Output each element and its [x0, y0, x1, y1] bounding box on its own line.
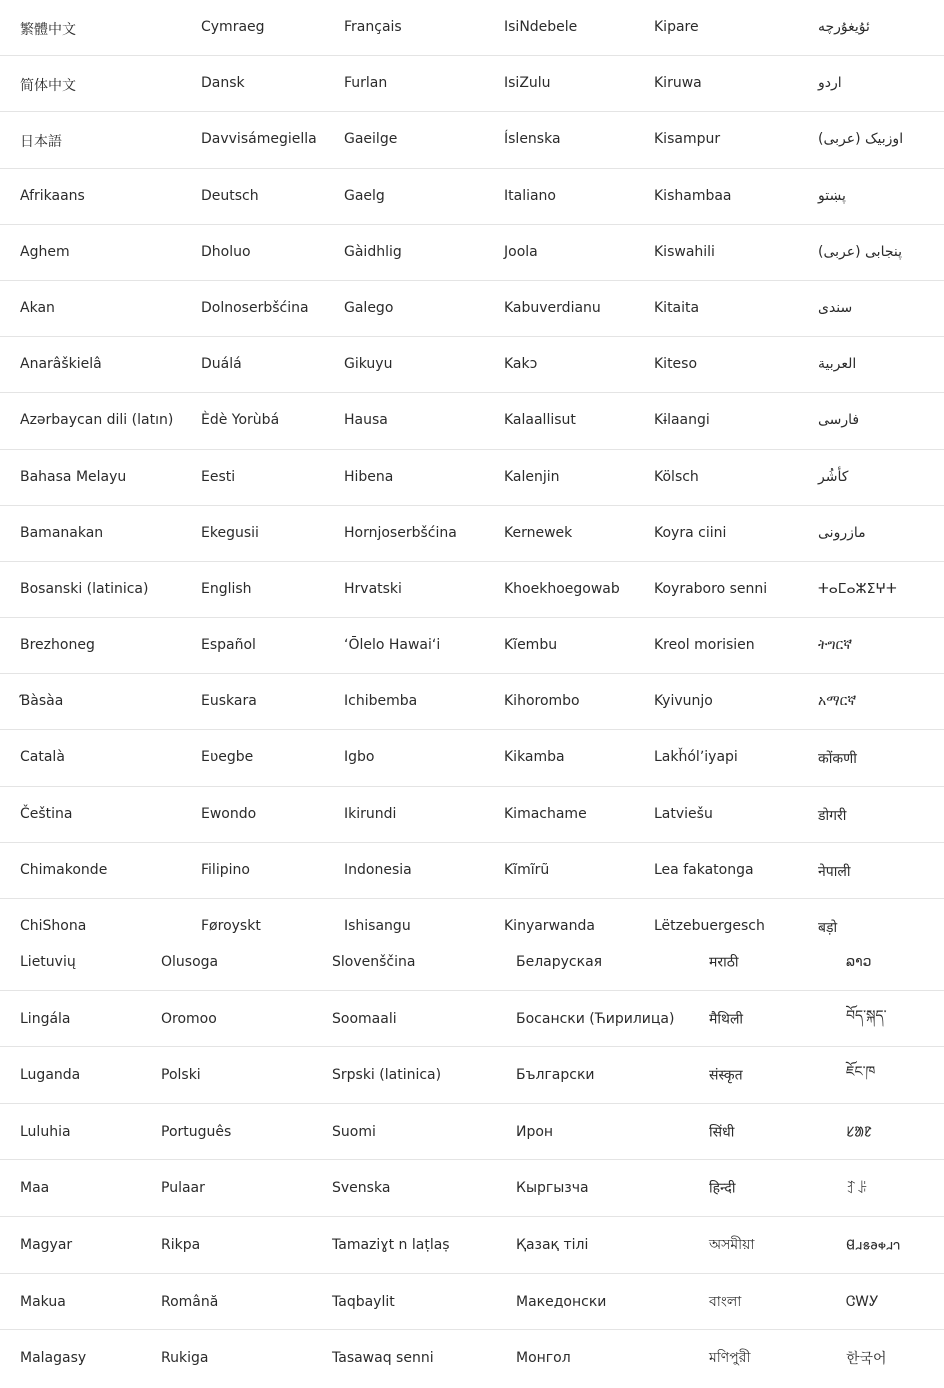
language-option[interactable]: Indonesia: [344, 861, 412, 878]
language-option[interactable]: Kimachame: [504, 805, 587, 822]
table-row: [0, 787, 944, 843]
language-option[interactable]: Hausa: [344, 412, 388, 429]
language-option[interactable]: Soomaali: [332, 1010, 397, 1027]
language-option[interactable]: Slovenščina: [332, 954, 416, 970]
language-option[interactable]: Srpski (latinica): [332, 1067, 442, 1084]
language-option[interactable]: 日本語: [20, 134, 62, 151]
language-option[interactable]: Filipino: [201, 861, 250, 878]
language-option[interactable]: Kalaallisut: [504, 412, 576, 429]
language-option[interactable]: Oromoo: [161, 1010, 217, 1027]
language-option[interactable]: Kernewek: [504, 524, 573, 541]
language-option[interactable]: ትግርኛ: [818, 637, 853, 654]
language-option[interactable]: Kihorombo: [504, 693, 580, 710]
language-option[interactable]: Kiruwa: [654, 75, 702, 92]
language-option[interactable]: اوزبیک (عربی): [818, 131, 904, 148]
language-option[interactable]: Svenska: [332, 1180, 391, 1197]
language-option[interactable]: Kölsch: [654, 468, 699, 485]
language-option[interactable]: Èdè Yorùbá: [201, 412, 280, 429]
language-option[interactable]: कोंकणी: [818, 751, 857, 768]
language-option[interactable]: Dansk: [201, 75, 245, 92]
language-option[interactable]: Azərbaycan dili (latın): [20, 412, 174, 429]
language-option[interactable]: Taqbaylit: [332, 1293, 395, 1310]
table-row: [0, 393, 944, 449]
language-option[interactable]: Кыргызча: [516, 1180, 589, 1197]
language-option[interactable]: Joola: [504, 243, 538, 260]
language-option[interactable]: Davvisámegiella: [201, 131, 317, 148]
table-row: [0, 169, 944, 225]
table-row: [0, 934, 944, 991]
language-option[interactable]: Bosanski (latinica): [20, 580, 149, 597]
language-option[interactable]: پنجابی (عربی): [818, 243, 903, 260]
language-option[interactable]: Ирон: [516, 1123, 554, 1140]
language-option[interactable]: Tamaziɣt n laṭlaṣ: [332, 1236, 450, 1253]
language-option[interactable]: Luluhia: [20, 1123, 71, 1140]
language-option[interactable]: Koyraboro senni: [654, 580, 768, 597]
language-option[interactable]: Chimakonde: [20, 861, 108, 878]
language-option[interactable]: 𐐔𐐯𐑅𐐨𐑉𐐯𐐻: [846, 1237, 901, 1254]
language-option[interactable]: Hibena: [344, 468, 394, 485]
language-option[interactable]: Rikpa: [161, 1236, 201, 1253]
language-option[interactable]: Duálá: [201, 356, 242, 373]
language-option[interactable]: English: [201, 580, 252, 597]
table-row: [0, 337, 944, 393]
language-option[interactable]: Беларуская: [516, 954, 603, 970]
language-option[interactable]: Kalenjin: [504, 468, 560, 485]
table-row: [0, 281, 944, 337]
language-option[interactable]: 한국어: [846, 1351, 887, 1368]
table-row: [0, 1160, 944, 1217]
language-option[interactable]: Khoekhoegowab: [504, 580, 620, 597]
language-option[interactable]: Igbo: [344, 749, 375, 766]
language-option[interactable]: Euskara: [201, 693, 257, 710]
language-option[interactable]: Makua: [20, 1293, 66, 1310]
language-option[interactable]: Eʋegbe: [201, 749, 254, 766]
language-option[interactable]: ʻŌlelo Hawaiʻi: [344, 637, 441, 654]
language-option[interactable]: Gaelg: [344, 187, 385, 204]
language-option[interactable]: پښتو: [818, 187, 846, 204]
language-option[interactable]: Aghem: [20, 243, 70, 260]
language-option[interactable]: Cymraeg: [201, 19, 265, 35]
language-option[interactable]: Gaeilge: [344, 131, 398, 148]
table-row: [0, 450, 944, 506]
table-row: [0, 112, 944, 168]
table-row: [0, 562, 944, 618]
language-option[interactable]: Hrvatski: [344, 580, 402, 597]
language-option[interactable]: Македонски: [516, 1293, 607, 1310]
language-option[interactable]: Kitaita: [654, 299, 700, 316]
language-option[interactable]: Koyra ciini: [654, 524, 727, 541]
table-row: [0, 991, 944, 1048]
language-option[interactable]: संस्कृत: [709, 1067, 743, 1084]
language-option[interactable]: Français: [344, 19, 402, 35]
language-option[interactable]: IsiNdebele: [504, 19, 578, 35]
language-option[interactable]: Eesti: [201, 468, 236, 485]
language-option[interactable]: Afrikaans: [20, 187, 85, 204]
language-option[interactable]: Lakȟólʼiyapi: [654, 749, 738, 766]
language-option[interactable]: ChiShona: [20, 918, 87, 934]
language-option[interactable]: ລາວ: [846, 954, 872, 970]
language-option[interactable]: Български: [516, 1067, 595, 1084]
language-option[interactable]: Suomi: [332, 1123, 376, 1140]
language-option[interactable]: Kinyarwanda: [504, 918, 595, 934]
language-option[interactable]: Kɨlaangi: [654, 412, 710, 429]
table-row: [0, 843, 944, 899]
language-option[interactable]: Lingála: [20, 1010, 71, 1027]
language-option[interactable]: ⵜⴰⵎⴰⵣⵉⵖⵜ: [818, 580, 897, 597]
language-option[interactable]: Gikuyu: [344, 356, 393, 373]
language-option[interactable]: Íslenska: [504, 131, 561, 148]
language-option[interactable]: মণিপুরী: [709, 1350, 751, 1367]
table-row: [0, 0, 944, 56]
language-option[interactable]: مازرونی: [818, 524, 866, 541]
table-row: [0, 1274, 944, 1331]
language-option[interactable]: Босански (Ћирилица): [516, 1010, 675, 1027]
language-option[interactable]: سندی: [818, 299, 853, 316]
language-option[interactable]: Ikirundi: [344, 805, 397, 822]
language-option[interactable]: བོད་སྐད་: [846, 1007, 887, 1024]
language-option[interactable]: बड़ो: [818, 920, 838, 936]
language-option[interactable]: اردو: [818, 75, 842, 92]
language-option[interactable]: Ichibemba: [344, 693, 418, 710]
language-option[interactable]: हिन्दी: [709, 1180, 736, 1197]
language-option[interactable]: Қазақ тілі: [516, 1236, 589, 1253]
language-option[interactable]: Bamanakan: [20, 524, 104, 541]
language-option[interactable]: Olusoga: [161, 954, 219, 970]
language-option[interactable]: العربية: [818, 356, 857, 373]
language-option[interactable]: Kiteso: [654, 356, 698, 373]
language-option[interactable]: Kiswahili: [654, 243, 715, 260]
language-option[interactable]: Akan: [20, 299, 55, 316]
language-option[interactable]: Rukiga: [161, 1350, 209, 1367]
language-option[interactable]: Ekegusii: [201, 524, 259, 541]
language-option[interactable]: አማርኛ: [818, 693, 857, 710]
language-option[interactable]: Magyar: [20, 1236, 73, 1253]
language-option[interactable]: Dholuo: [201, 243, 251, 260]
language-option[interactable]: Italiano: [504, 187, 556, 204]
language-option[interactable]: नेपाली: [818, 863, 851, 880]
language-option[interactable]: کأشُر: [818, 468, 849, 485]
language-option[interactable]: Polski: [161, 1067, 201, 1084]
language-option[interactable]: Bahasa Melayu: [20, 468, 127, 485]
language-option[interactable]: 繁體中文: [20, 22, 76, 38]
language-option[interactable]: Furlan: [344, 75, 388, 92]
language-option[interactable]: Kikamba: [504, 749, 565, 766]
language-option[interactable]: Ishisangu: [344, 918, 411, 934]
language-option[interactable]: Brezhoneg: [20, 637, 95, 654]
language-option[interactable]: Deutsch: [201, 187, 259, 204]
language-option[interactable]: सिंधी: [709, 1124, 735, 1141]
language-option[interactable]: Galego: [344, 299, 394, 316]
language-option[interactable]: Latviešu: [654, 805, 713, 822]
language-option[interactable]: Pulaar: [161, 1180, 205, 1197]
language-option[interactable]: Ewondo: [201, 805, 257, 822]
table-row: [0, 1330, 944, 1388]
language-option[interactable]: ꆈꌠ: [846, 1181, 868, 1198]
language-option[interactable]: Čeština: [20, 805, 73, 822]
language-option[interactable]: Ɓàsàa: [20, 693, 64, 710]
language-option[interactable]: Malagasy: [20, 1350, 87, 1367]
language-option[interactable]: Hornjoserbšćina: [344, 524, 457, 541]
language-option[interactable]: Maa: [20, 1180, 50, 1197]
language-option[interactable]: Lea fakatonga: [654, 861, 754, 878]
language-option[interactable]: Español: [201, 637, 256, 654]
language-option[interactable]: Kipare: [654, 19, 699, 35]
language-option[interactable]: فارسی: [818, 412, 860, 429]
table-row: [0, 1217, 944, 1274]
language-option[interactable]: ཇོང་ཁ: [846, 1064, 876, 1081]
table-row: [0, 56, 944, 112]
language-option[interactable]: Kisampur: [654, 131, 721, 148]
language-option[interactable]: मैथिली: [709, 1011, 744, 1028]
language-option[interactable]: Kishambaa: [654, 187, 732, 204]
language-option[interactable]: 简体中文: [20, 78, 76, 95]
language-option[interactable]: বাংলা: [709, 1293, 742, 1310]
language-option[interactable]: Lietuvių: [20, 954, 76, 970]
language-option[interactable]: Anarâškielâ: [20, 356, 102, 373]
language-option[interactable]: অসমীয়া: [709, 1236, 755, 1253]
language-option[interactable]: Lëtzebuergesch: [654, 918, 765, 934]
language-option[interactable]: Монгол: [516, 1350, 571, 1367]
language-option[interactable]: Português: [161, 1123, 232, 1140]
table-row: [0, 618, 944, 674]
language-option[interactable]: Română: [161, 1293, 219, 1310]
language-option[interactable]: मराठी: [709, 954, 739, 971]
table-row: [0, 674, 944, 730]
table-row: [0, 1047, 944, 1104]
language-option[interactable]: Tasawaq senni: [332, 1350, 434, 1367]
language-option[interactable]: Kĩmĩrũ: [504, 861, 550, 878]
table-row: [0, 225, 944, 281]
language-list-bottom: [0, 934, 944, 1388]
language-option[interactable]: Kyivunjo: [654, 693, 713, 710]
language-option[interactable]: ᏣᎳᎩ: [846, 1293, 879, 1310]
table-row: [0, 506, 944, 562]
language-option[interactable]: डोगरी: [818, 807, 847, 824]
table-row: [0, 1104, 944, 1161]
language-option[interactable]: Kabuverdianu: [504, 299, 601, 316]
language-option[interactable]: ᱥᱟᱱ: [846, 1124, 872, 1141]
language-option[interactable]: Català: [20, 749, 65, 766]
table-row: [0, 730, 944, 786]
language-option[interactable]: Føroyskt: [201, 918, 261, 934]
language-option[interactable]: ئۇيغۇرچە: [818, 19, 870, 35]
language-option[interactable]: Dolnoserbšćina: [201, 299, 309, 316]
language-option[interactable]: Luganda: [20, 1067, 81, 1084]
language-option[interactable]: Kĩembu: [504, 637, 558, 654]
language-option[interactable]: Gàidhlig: [344, 243, 402, 260]
language-option[interactable]: IsiZulu: [504, 75, 551, 92]
language-option[interactable]: Kreol morisien: [654, 637, 755, 654]
language-option[interactable]: Kakɔ: [504, 356, 538, 373]
